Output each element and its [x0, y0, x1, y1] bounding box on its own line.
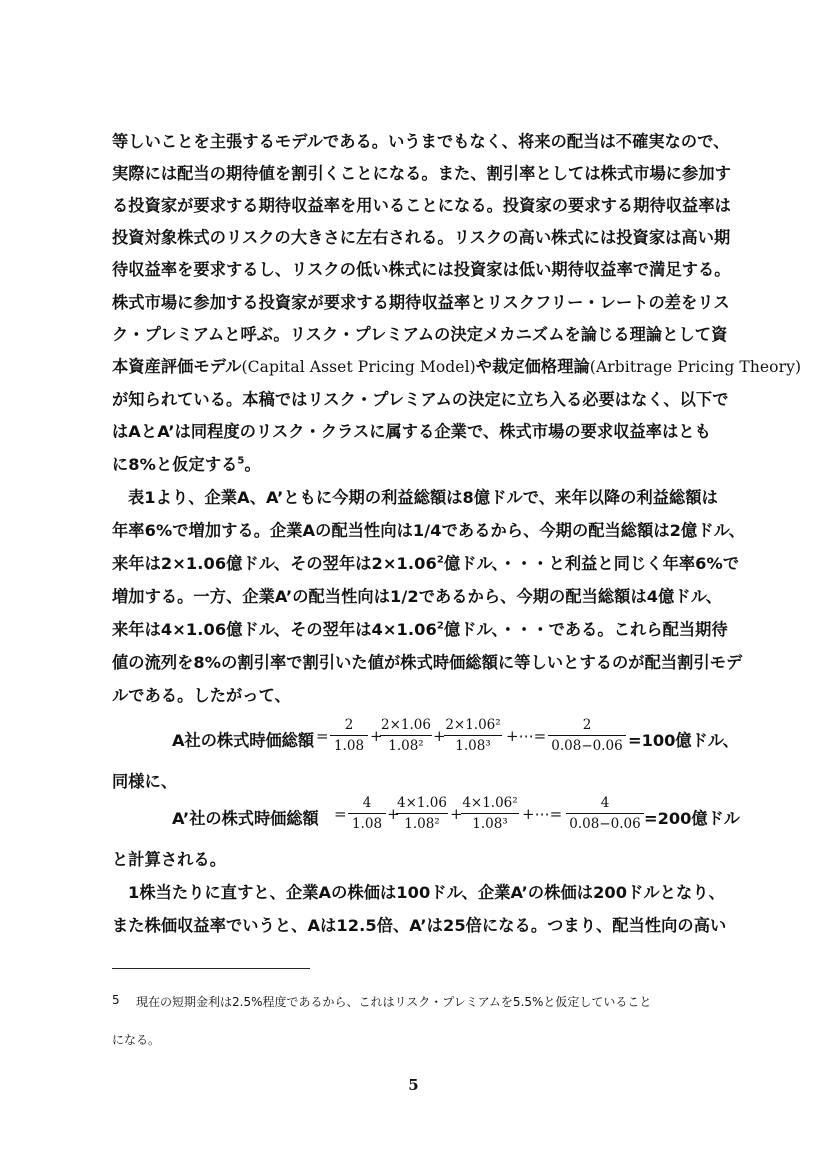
- plus-sign: +: [387, 805, 400, 823]
- footnote-ref: 5: [237, 455, 245, 467]
- plus-sign: +: [433, 727, 446, 745]
- text-run: 。: [244, 455, 261, 474]
- body-line: 値の流列を8%の割引率で割引いた値が株式時価総額に等しいとするのが配当割引モデ: [112, 653, 743, 672]
- body-line: 1株当たりに直すと、企業Aの株価は100ドル、企業A’の株価は200ドルとなり、: [128, 883, 725, 902]
- footnote-rule: [112, 968, 310, 969]
- page-number: 5: [408, 1076, 419, 1094]
- body-line: ク・プレミアムと呼ぶ。リスク・プレミアムの決定メカニズムを論じる理論として資: [112, 325, 728, 344]
- body-line: 年率6%で増加する。企業Aの配当性向は1/4であるから、今期の配当総額は2億ドル、: [112, 521, 745, 540]
- fraction: 4×1.06² 1.08³: [462, 795, 518, 832]
- footnote-text: 現在の短期金利は2.5%程度であるから、これはリスク・プレミアムを5.5%と仮定していること: [136, 995, 652, 1009]
- body-line: はAとA’は同程度のリスク・クラスに属する企業で、株式市場の要求収益率はとも: [112, 422, 711, 441]
- fraction: 2 1.08: [330, 716, 368, 755]
- fraction: 4 0.08−0.06: [566, 794, 644, 833]
- equation-result: =200億ドル: [644, 809, 740, 828]
- equation-label: A社の株式時価総額: [172, 731, 315, 750]
- text-run: 来年は2×1.06億ドル、その翌年は2×1.06: [112, 554, 437, 573]
- body-line: 表1より、企業A、A’ともに今期の利益総額は8億ドルで、来年以降の利益総額は: [128, 488, 718, 507]
- body-line: [112, 455, 752, 475]
- body-line: ルである。したがって、: [112, 686, 291, 705]
- text-run: 本資産評価モデル: [112, 357, 242, 376]
- body-line: [112, 554, 752, 574]
- equation-label: A’社の株式時価総額: [172, 809, 319, 828]
- body-line: 同様に、: [112, 772, 178, 791]
- body-line: また株価収益率でいうと、Aは12.5倍、A’は25倍になる。つまり、配当性向の高い: [112, 916, 727, 935]
- plus-sign: +: [370, 727, 383, 745]
- text-run: 億ドル、・・・と利益と同じく年率6%で: [443, 554, 740, 573]
- fraction: 2×1.06 1.08²: [381, 717, 431, 754]
- body-line: 投資対象株式のリスクの大きさに左右される。リスクの高い株式には投資家は高い期: [112, 228, 731, 247]
- body-line: 増加する。一方、企業A’の配当性向は1/2であるから、今期の配当総額は4億ドル、: [112, 587, 722, 606]
- exponent: 2: [436, 620, 444, 632]
- equation-result: =100億ドル、: [628, 731, 739, 750]
- body-line: 等しいことを主張するモデルである。いうまでもなく、将来の配当は不確実なので、: [112, 132, 730, 151]
- footnote-number: 5: [112, 993, 120, 1007]
- fraction: 2×1.06² 1.08³: [445, 717, 501, 754]
- body-line: 実際には配当の期待値を割引くことになる。また、割引率としては株式市場に参加す: [112, 164, 731, 183]
- text-run: 来年は4×1.06億ドル、その翌年は4×1.06: [112, 620, 437, 639]
- fraction: 4×1.06 1.08²: [397, 795, 447, 832]
- exponent: 2: [436, 554, 444, 566]
- body-line: る投資家が要求する期待収益率を用いることになる。投資家の要求する期待収益率は: [112, 196, 731, 215]
- body-line: 待収益率を要求するし、リスクの低い株式には投資家は低い期待収益率で満足する。: [112, 260, 731, 279]
- body-line: 株式市場に参加する投資家が要求する期待収益率とリスクフリー・レートの差をリス: [112, 293, 730, 312]
- footnote-text: になる。: [112, 1033, 161, 1047]
- body-line: [112, 357, 802, 377]
- ellipsis-equals: +⋯=: [522, 805, 563, 823]
- equals-sign: =: [316, 727, 329, 745]
- ellipsis-equals: +⋯=: [506, 727, 547, 745]
- equals-sign: =: [334, 805, 347, 823]
- body-line: が知られている。本稿ではリスク・プレミアムの決定に立ち入る必要はなく、以下で: [112, 390, 729, 409]
- fraction: 4 1.08: [348, 794, 386, 833]
- body-line: [112, 620, 752, 640]
- body-line: と計算される。: [112, 850, 227, 869]
- text-run: に8%と仮定する: [112, 455, 238, 474]
- fraction: 2 0.08−0.06: [548, 716, 626, 755]
- capm-term: (Capital Asset Pricing Model): [241, 358, 476, 376]
- text-run: や裁定価格理論: [475, 357, 590, 376]
- apt-term: (Arbitrage Pricing Theory): [589, 358, 802, 376]
- text-run: 億ドル、・・・である。これら配当期待: [443, 620, 728, 639]
- plus-sign: +: [450, 805, 463, 823]
